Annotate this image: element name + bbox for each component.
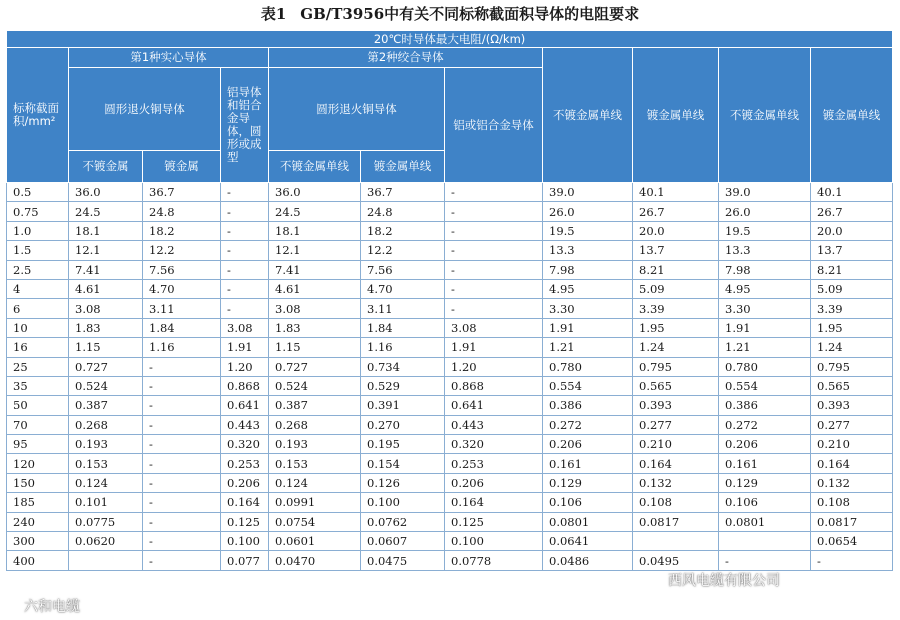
value-cell: 0.124	[69, 473, 143, 492]
value-cell: 0.0620	[69, 532, 143, 551]
header-col11: 不镀金属单线	[719, 48, 811, 183]
value-cell: 13.7	[811, 241, 893, 260]
value-cell	[633, 532, 719, 551]
value-cell: -	[221, 202, 269, 221]
value-cell: 1.91	[543, 318, 633, 337]
table-row	[7, 279, 893, 298]
resistance-table	[6, 30, 893, 571]
value-cell: 1.24	[633, 338, 719, 357]
value-cell: 3.30	[719, 299, 811, 318]
value-cell: 0.727	[269, 357, 361, 376]
value-cell: 1.91	[445, 338, 543, 357]
table-row	[7, 260, 893, 279]
area-cell: 300	[7, 532, 69, 551]
value-cell: 0.124	[269, 473, 361, 492]
value-cell: 3.39	[811, 299, 893, 318]
value-cell: 3.39	[633, 299, 719, 318]
header-col12: 镀金属单线	[811, 48, 893, 183]
area-cell: 1.5	[7, 241, 69, 260]
value-cell: 19.5	[543, 221, 633, 240]
value-cell: 36.0	[269, 183, 361, 202]
value-cell: 0.0817	[811, 512, 893, 531]
value-cell: -	[445, 202, 543, 221]
value-cell	[69, 551, 143, 570]
value-cell: -	[719, 551, 811, 570]
value-cell: 0.100	[361, 493, 445, 512]
value-cell: 7.98	[719, 260, 811, 279]
value-cell: 0.253	[221, 454, 269, 473]
header-uncoated-wire: 不镀金属单线	[269, 151, 361, 183]
table-row	[7, 241, 893, 260]
area-cell: 400	[7, 551, 69, 570]
value-cell: 0.554	[719, 376, 811, 395]
area-cell: 70	[7, 415, 69, 434]
value-cell: 0.100	[445, 532, 543, 551]
value-cell: 3.08	[445, 318, 543, 337]
value-cell: 0.164	[633, 454, 719, 473]
value-cell: 5.09	[633, 279, 719, 298]
value-cell: 8.21	[633, 260, 719, 279]
value-cell: 36.7	[143, 183, 221, 202]
table-title	[0, 4, 900, 24]
value-cell: 0.132	[811, 473, 893, 492]
area-cell: 10	[7, 318, 69, 337]
value-cell: 1.20	[445, 357, 543, 376]
value-cell: 0.443	[221, 415, 269, 434]
value-cell: 0.206	[445, 473, 543, 492]
area-cell: 0.75	[7, 202, 69, 221]
table-row	[7, 532, 893, 551]
value-cell: 4.70	[361, 279, 445, 298]
value-cell: 0.0801	[719, 512, 811, 531]
area-cell: 25	[7, 357, 69, 376]
area-cell: 50	[7, 396, 69, 415]
header-uncoated: 不镀金属	[69, 151, 143, 183]
value-cell: 1.16	[143, 338, 221, 357]
area-cell: 0.5	[7, 183, 69, 202]
value-cell: 24.5	[69, 202, 143, 221]
value-cell: 0.108	[811, 493, 893, 512]
area-cell: 16	[7, 338, 69, 357]
area-cell: 185	[7, 493, 69, 512]
value-cell: 0.210	[811, 435, 893, 454]
value-cell: 0.0762	[361, 512, 445, 531]
value-cell: 40.1	[811, 183, 893, 202]
header-class2: 第2种绞合导体	[269, 48, 543, 68]
value-cell: 0.387	[269, 396, 361, 415]
value-cell: 0.153	[69, 454, 143, 473]
value-cell: 4.70	[143, 279, 221, 298]
value-cell: 0.0991	[269, 493, 361, 512]
value-cell: 39.0	[719, 183, 811, 202]
value-cell: 4.95	[719, 279, 811, 298]
table-row	[7, 473, 893, 492]
value-cell: 0.161	[719, 454, 811, 473]
area-cell: 120	[7, 454, 69, 473]
value-cell: 1.21	[719, 338, 811, 357]
value-cell: 0.270	[361, 415, 445, 434]
area-cell: 35	[7, 376, 69, 395]
value-cell: 0.795	[811, 357, 893, 376]
value-cell: 24.5	[269, 202, 361, 221]
value-cell: -	[221, 183, 269, 202]
header-class1: 第1种实心导体	[69, 48, 269, 68]
value-cell: 0.210	[633, 435, 719, 454]
table-row	[7, 202, 893, 221]
value-cell: -	[221, 299, 269, 318]
value-cell: -	[221, 241, 269, 260]
header-coated-wire: 镀金属单线	[361, 151, 445, 183]
value-cell: 0.277	[811, 415, 893, 434]
value-cell: 0.129	[543, 473, 633, 492]
table-row	[7, 396, 893, 415]
value-cell: 8.21	[811, 260, 893, 279]
table-row	[7, 376, 893, 395]
value-cell: -	[445, 241, 543, 260]
value-cell: 36.0	[69, 183, 143, 202]
header-c2-al: 铝或铝合金导体	[445, 68, 543, 183]
value-cell: 4.95	[543, 279, 633, 298]
value-cell: 0.393	[633, 396, 719, 415]
value-cell: 20.0	[633, 221, 719, 240]
value-cell: -	[445, 299, 543, 318]
value-cell: 0.868	[445, 376, 543, 395]
value-cell: 0.161	[543, 454, 633, 473]
value-cell: -	[445, 221, 543, 240]
value-cell: 1.16	[361, 338, 445, 357]
value-cell: 0.524	[269, 376, 361, 395]
value-cell: 7.56	[361, 260, 445, 279]
value-cell: 24.8	[143, 202, 221, 221]
area-cell: 150	[7, 473, 69, 492]
value-cell: 0.780	[719, 357, 811, 376]
table-row	[7, 299, 893, 318]
value-cell: 0.0601	[269, 532, 361, 551]
value-cell: 0.554	[543, 376, 633, 395]
area-cell: 1.0	[7, 221, 69, 240]
value-cell: -	[221, 260, 269, 279]
value-cell: 0.164	[221, 493, 269, 512]
value-cell: 0.106	[543, 493, 633, 512]
value-cell: 0.641	[445, 396, 543, 415]
table-row	[7, 357, 893, 376]
table-row	[7, 183, 893, 202]
value-cell: 7.41	[269, 260, 361, 279]
value-cell: -	[445, 260, 543, 279]
value-cell: 0.129	[719, 473, 811, 492]
value-cell: 0.0754	[269, 512, 361, 531]
value-cell: 7.98	[543, 260, 633, 279]
value-cell: -	[143, 415, 221, 434]
value-cell: 1.21	[543, 338, 633, 357]
value-cell: -	[143, 376, 221, 395]
value-cell: -	[143, 435, 221, 454]
value-cell: -	[221, 221, 269, 240]
header-top: 20℃时导体最大电阻/(Ω/km)	[7, 31, 893, 48]
value-cell: 0.0778	[445, 551, 543, 570]
value-cell: 26.0	[543, 202, 633, 221]
value-cell: 0.195	[361, 435, 445, 454]
value-cell: 0.0475	[361, 551, 445, 570]
value-cell: -	[143, 473, 221, 492]
value-cell: 1.91	[719, 318, 811, 337]
value-cell: -	[221, 279, 269, 298]
header-coated: 镀金属	[143, 151, 221, 183]
value-cell: 39.0	[543, 183, 633, 202]
value-cell: 0.734	[361, 357, 445, 376]
value-cell: -	[143, 532, 221, 551]
value-cell: 0.565	[811, 376, 893, 395]
table-row	[7, 415, 893, 434]
value-cell: -	[445, 279, 543, 298]
value-cell: 26.0	[719, 202, 811, 221]
value-cell: 0.077	[221, 551, 269, 570]
value-cell: 0.206	[221, 473, 269, 492]
table-row	[7, 512, 893, 531]
value-cell: 13.3	[543, 241, 633, 260]
value-cell: 0.443	[445, 415, 543, 434]
value-cell: 0.387	[69, 396, 143, 415]
value-cell: 3.08	[69, 299, 143, 318]
value-cell: 13.3	[719, 241, 811, 260]
value-cell: 12.2	[143, 241, 221, 260]
value-cell: 0.0817	[633, 512, 719, 531]
area-cell: 95	[7, 435, 69, 454]
value-cell: 0.206	[719, 435, 811, 454]
value-cell: 3.30	[543, 299, 633, 318]
value-cell: 0.126	[361, 473, 445, 492]
value-cell: 0.386	[719, 396, 811, 415]
value-cell: 0.206	[543, 435, 633, 454]
value-cell: 40.1	[633, 183, 719, 202]
header-col10: 镀金属单线	[633, 48, 719, 183]
table-row	[7, 454, 893, 473]
value-cell: 26.7	[633, 202, 719, 221]
value-cell: 0.780	[543, 357, 633, 376]
area-cell: 2.5	[7, 260, 69, 279]
value-cell: 4.61	[69, 279, 143, 298]
value-cell: 0.641	[221, 396, 269, 415]
value-cell: 18.2	[143, 221, 221, 240]
value-cell: 20.0	[811, 221, 893, 240]
value-cell: 0.125	[445, 512, 543, 531]
value-cell: 0.153	[269, 454, 361, 473]
header-area: 标称截面积/mm²	[7, 48, 69, 183]
value-cell: 0.253	[445, 454, 543, 473]
value-cell: 0.268	[69, 415, 143, 434]
value-cell: 0.193	[269, 435, 361, 454]
value-cell: 0.320	[445, 435, 543, 454]
value-cell: 7.56	[143, 260, 221, 279]
value-cell: -	[811, 551, 893, 570]
value-cell: 1.95	[633, 318, 719, 337]
value-cell: 0.268	[269, 415, 361, 434]
value-cell: 18.1	[69, 221, 143, 240]
header-c1-annealed: 圆形退火铜导体	[69, 68, 221, 151]
table-row	[7, 338, 893, 357]
value-cell: 0.795	[633, 357, 719, 376]
value-cell: 0.272	[543, 415, 633, 434]
value-cell: 5.09	[811, 279, 893, 298]
value-cell: -	[143, 512, 221, 531]
table-row	[7, 435, 893, 454]
value-cell: 1.84	[361, 318, 445, 337]
value-cell: 3.08	[221, 318, 269, 337]
value-cell: 0.529	[361, 376, 445, 395]
header-col9: 不镀金属单线	[543, 48, 633, 183]
value-cell: -	[143, 454, 221, 473]
table-row	[7, 493, 893, 512]
value-cell: 0.164	[445, 493, 543, 512]
value-cell: 1.20	[221, 357, 269, 376]
watermark-right: 西风电缆有限公司	[668, 573, 780, 589]
table-label: 表1	[260, 5, 287, 23]
value-cell: 7.41	[69, 260, 143, 279]
value-cell: 1.84	[143, 318, 221, 337]
value-cell: 0.0495	[633, 551, 719, 570]
value-cell: 3.08	[269, 299, 361, 318]
area-cell: 6	[7, 299, 69, 318]
value-cell: 19.5	[719, 221, 811, 240]
value-cell: 0.0641	[543, 532, 633, 551]
value-cell: 0.193	[69, 435, 143, 454]
value-cell: 0.164	[811, 454, 893, 473]
value-cell: 1.91	[221, 338, 269, 357]
value-cell: -	[143, 551, 221, 570]
table-body	[7, 183, 893, 571]
value-cell: 0.132	[633, 473, 719, 492]
value-cell: 0.0654	[811, 532, 893, 551]
value-cell: 18.1	[269, 221, 361, 240]
value-cell: 0.386	[543, 396, 633, 415]
value-cell: 0.0470	[269, 551, 361, 570]
table-title-text: GB/T3956中有关不同标称截面积导体的电阻要求	[300, 5, 640, 23]
value-cell: 12.2	[361, 241, 445, 260]
value-cell: 1.83	[269, 318, 361, 337]
table-row	[7, 318, 893, 337]
value-cell: 1.83	[69, 318, 143, 337]
header-c2-annealed: 圆形退火铜导体	[269, 68, 445, 151]
table-row	[7, 551, 893, 570]
value-cell: -	[143, 396, 221, 415]
value-cell: 0.320	[221, 435, 269, 454]
value-cell: 0.0801	[543, 512, 633, 531]
value-cell: -	[143, 357, 221, 376]
value-cell: 0.277	[633, 415, 719, 434]
value-cell: 24.8	[361, 202, 445, 221]
value-cell: 0.524	[69, 376, 143, 395]
value-cell: 13.7	[633, 241, 719, 260]
value-cell: 0.272	[719, 415, 811, 434]
value-cell: 0.727	[69, 357, 143, 376]
value-cell: 0.106	[719, 493, 811, 512]
header-c1-al: 铝导体和铝合金导体，圆形或成型	[221, 68, 269, 183]
value-cell: 0.154	[361, 454, 445, 473]
value-cell: 26.7	[811, 202, 893, 221]
area-cell: 240	[7, 512, 69, 531]
value-cell: 0.108	[633, 493, 719, 512]
value-cell: 1.95	[811, 318, 893, 337]
value-cell: -	[445, 183, 543, 202]
value-cell: 0.391	[361, 396, 445, 415]
value-cell: 1.15	[69, 338, 143, 357]
value-cell: 4.61	[269, 279, 361, 298]
value-cell: 0.0486	[543, 551, 633, 570]
value-cell	[719, 532, 811, 551]
value-cell: 0.100	[221, 532, 269, 551]
value-cell: 0.868	[221, 376, 269, 395]
value-cell: 12.1	[269, 241, 361, 260]
value-cell: 0.125	[221, 512, 269, 531]
value-cell: 12.1	[69, 241, 143, 260]
value-cell: -	[143, 493, 221, 512]
value-cell: 36.7	[361, 183, 445, 202]
value-cell: 18.2	[361, 221, 445, 240]
value-cell: 1.24	[811, 338, 893, 357]
value-cell: 0.393	[811, 396, 893, 415]
value-cell: 0.565	[633, 376, 719, 395]
value-cell: 3.11	[143, 299, 221, 318]
value-cell: 0.0775	[69, 512, 143, 531]
table-row	[7, 221, 893, 240]
value-cell: 0.101	[69, 493, 143, 512]
area-cell: 4	[7, 279, 69, 298]
value-cell: 1.15	[269, 338, 361, 357]
watermark-left: 六和电缆	[24, 599, 80, 615]
value-cell: 3.11	[361, 299, 445, 318]
value-cell: 0.0607	[361, 532, 445, 551]
